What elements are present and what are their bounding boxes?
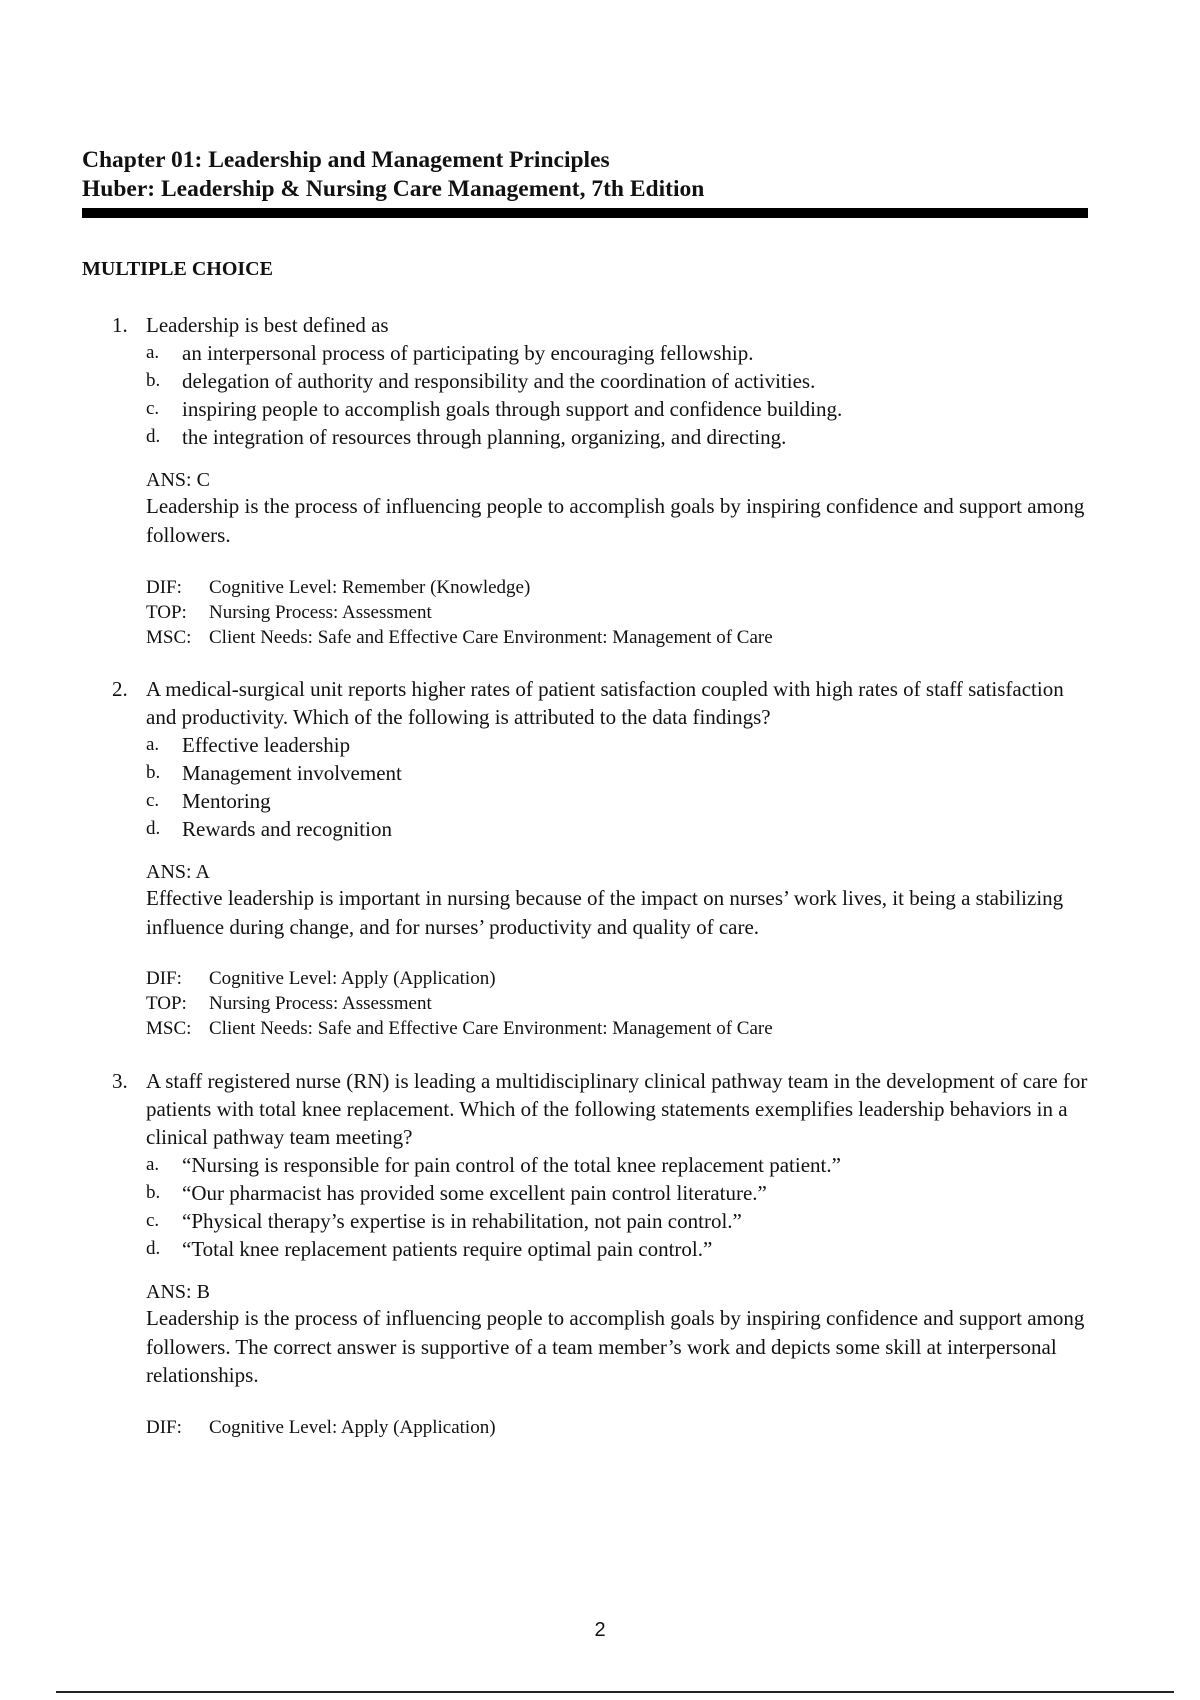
option-letter: c. <box>146 1210 160 1231</box>
chapter-title: Chapter 01: Leadership and Management Principles <box>82 147 610 173</box>
footer-rule <box>56 1691 1174 1693</box>
option-b <box>146 367 1096 395</box>
option-text: Rewards and recognition <box>182 817 392 841</box>
question-stem: Leadership is best defined as <box>146 313 389 337</box>
meta-value: Client Needs: Safe and Effective Care Environment: Management of Care <box>209 627 773 648</box>
option-text: delegation of authority and responsibility and the coordination of activities. <box>182 369 816 393</box>
section-heading: MULTIPLE CHOICE <box>82 258 273 280</box>
option-a <box>146 731 1096 759</box>
question-stem: A medical-surgical unit reports higher rates of patient satisfaction coupled with high rates of staff satisfaction and productivity. Which of the following is attributed to the data findings? <box>146 677 1064 729</box>
option-letter: d. <box>146 1238 161 1259</box>
option-text: Mentoring <box>182 789 271 813</box>
option-text: the integration of resources through planning, organizing, and directing. <box>182 425 787 449</box>
question-metadata <box>146 1415 1096 1440</box>
answer-options <box>146 731 1096 843</box>
question-metadata <box>146 966 1096 1041</box>
question-metadata <box>146 575 1096 650</box>
option-letter: b. <box>146 370 161 391</box>
meta-row <box>146 600 1096 625</box>
answer-options <box>146 1151 1096 1263</box>
option-text: “Total knee replacement patients require optimal pain control.” <box>182 1237 713 1261</box>
option-text: Effective leadership <box>182 733 351 757</box>
meta-row <box>146 625 1096 650</box>
meta-value: Nursing Process: Assessment <box>209 993 432 1014</box>
question-number: 3. <box>112 1069 128 1093</box>
meta-row <box>146 966 1096 991</box>
meta-key: MSC: <box>146 1018 192 1039</box>
option-text: “Our pharmacist has provided some excellent pain control literature.” <box>182 1181 767 1205</box>
meta-key: MSC: <box>146 627 192 648</box>
option-letter: d. <box>146 818 161 839</box>
rationale: Effective leadership is important in nursing because of the impact on nurses’ work lives, it being a stabilizing influence during change, and for nurses’ productivity and quality of care. <box>146 886 1064 939</box>
meta-value: Cognitive Level: Apply (Application) <box>209 968 496 989</box>
option-letter: a. <box>146 342 160 363</box>
meta-row <box>146 1016 1096 1041</box>
meta-key: TOP: <box>146 602 187 623</box>
option-b <box>146 759 1096 787</box>
meta-value: Nursing Process: Assessment <box>209 602 432 623</box>
answer-key: ANS: B <box>146 1281 210 1303</box>
header-rule <box>82 208 1088 218</box>
meta-key: DIF: <box>146 1417 182 1438</box>
meta-row <box>146 991 1096 1016</box>
document-header <box>82 146 1088 204</box>
meta-key: DIF: <box>146 968 182 989</box>
option-letter: a. <box>146 1154 160 1175</box>
option-text: “Physical therapy’s expertise is in rehabilitation, not pain control.” <box>182 1209 742 1233</box>
option-b <box>146 1179 1096 1207</box>
rationale: Leadership is the process of influencing people to accomplish goals by inspiring confidence and support among followers. The correct answer is supportive of a team member’s work and depicts some skill at interpersonal relationships. <box>146 1306 1085 1387</box>
option-letter: b. <box>146 1182 161 1203</box>
option-letter: c. <box>146 790 160 811</box>
option-c <box>146 1207 1096 1235</box>
option-letter: b. <box>146 762 161 783</box>
option-a <box>146 1151 1096 1179</box>
option-c <box>146 787 1096 815</box>
meta-key: DIF: <box>146 577 182 598</box>
option-letter: a. <box>146 734 160 755</box>
rationale: Leadership is the process of influencing people to accomplish goals by inspiring confidence and support among followers. <box>146 494 1085 547</box>
page-number: 2 <box>594 1619 606 1641</box>
question-stem: A staff registered nurse (RN) is leading a multidisciplinary clinical pathway team in the development of care for patients with total knee replacement. Which of the following statements exemplifies leadership behaviors in a clinical pathway team meeting? <box>146 1069 1088 1149</box>
option-a <box>146 339 1096 367</box>
option-d <box>146 1235 1096 1263</box>
book-title: Huber: Leadership & Nursing Care Management, 7th Edition <box>82 176 705 202</box>
option-letter: d. <box>146 426 161 447</box>
answer-key: ANS: C <box>146 469 210 491</box>
question-number: 1. <box>112 313 128 337</box>
option-text: “Nursing is responsible for pain control of the total knee replacement patient.” <box>182 1153 841 1177</box>
answer-options <box>146 339 1096 451</box>
option-d <box>146 423 1096 451</box>
option-letter: c. <box>146 398 160 419</box>
option-text: Management involvement <box>182 761 402 785</box>
meta-row <box>146 575 1096 600</box>
answer-key: ANS: A <box>146 861 210 883</box>
option-d <box>146 815 1096 843</box>
meta-value: Client Needs: Safe and Effective Care Environment: Management of Care <box>209 1018 773 1039</box>
meta-row <box>146 1415 1096 1440</box>
option-text: inspiring people to accomplish goals through support and confidence building. <box>182 397 843 421</box>
option-text: an interpersonal process of participating by encouraging fellowship. <box>182 341 754 365</box>
meta-value: Cognitive Level: Remember (Knowledge) <box>209 577 531 598</box>
option-c <box>146 395 1096 423</box>
meta-key: TOP: <box>146 993 187 1014</box>
question-number: 2. <box>112 677 128 701</box>
meta-value: Cognitive Level: Apply (Application) <box>209 1417 496 1438</box>
